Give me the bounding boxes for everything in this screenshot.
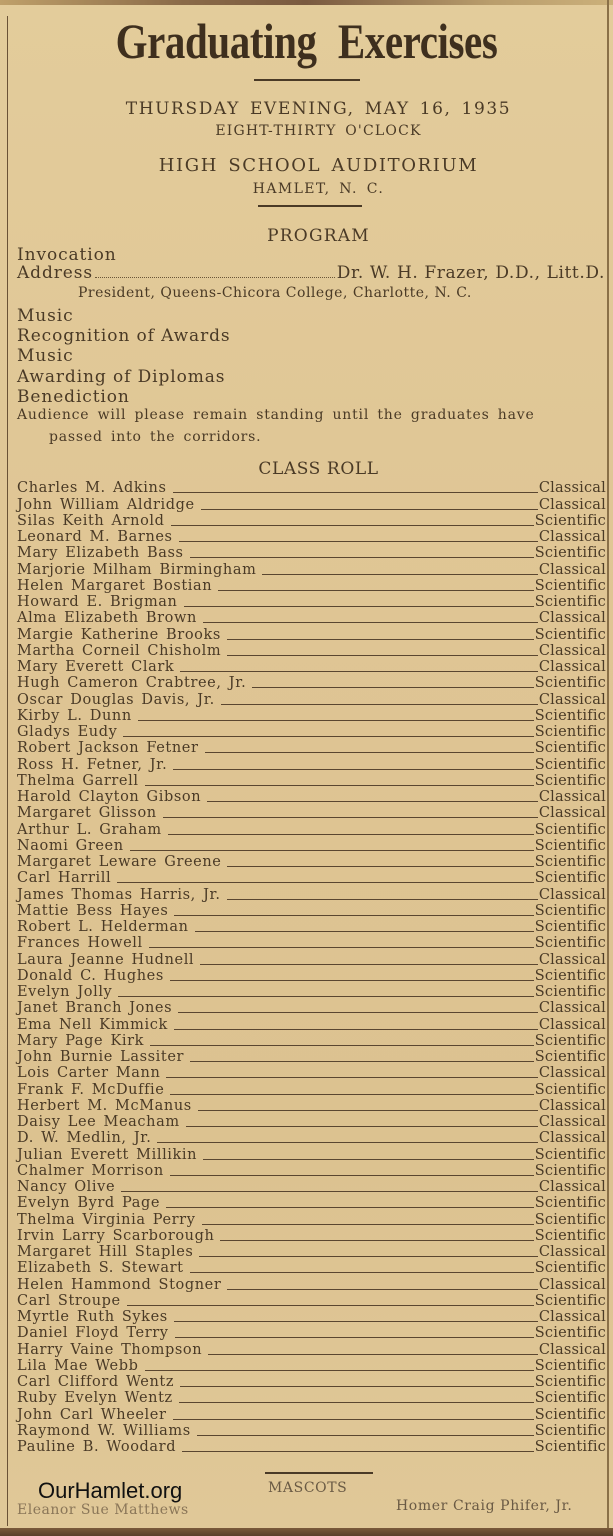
list-item <box>17 1228 606 1244</box>
list-item <box>17 1016 606 1032</box>
list-item <box>17 1439 606 1455</box>
leader-line <box>195 931 534 932</box>
leader-line <box>118 996 533 997</box>
student-name: Robert Jackson Fetner <box>17 740 199 757</box>
program-item-invocation: Invocation <box>17 245 117 265</box>
course-label: Scientific <box>534 512 606 529</box>
leader-line <box>173 1419 534 1420</box>
student-name: John Carl Wheeler <box>17 1406 167 1423</box>
leader-line <box>175 1337 534 1338</box>
course-label: Scientific <box>534 1390 606 1407</box>
list-item <box>17 545 606 561</box>
list-item <box>17 1374 606 1390</box>
course-label: Scientific <box>534 935 606 952</box>
list-item <box>17 968 606 984</box>
leader-line <box>200 964 538 965</box>
leader-line <box>208 1354 538 1355</box>
student-name: Ruby Evelyn Wentz <box>17 1390 173 1407</box>
leader-line <box>145 1370 534 1371</box>
list-item <box>17 496 606 512</box>
student-name: Evelyn Byrd Page <box>17 1195 161 1212</box>
student-name: Elizabeth S. Stewart <box>17 1260 184 1277</box>
student-name: Martha Corneil Chisholm <box>17 642 222 659</box>
list-item <box>17 724 606 740</box>
course-label: Classical <box>538 1065 606 1082</box>
list-item <box>17 773 606 789</box>
leader-line <box>150 1045 534 1046</box>
list-item <box>17 1195 606 1211</box>
leader-line <box>262 574 537 575</box>
leader-line <box>221 704 538 705</box>
student-name: Arthur L. Graham <box>17 821 162 838</box>
mascot-right: Homer Craig Phifer, Jr. <box>396 1498 573 1514</box>
student-name: Margaret Leware Greene <box>17 854 222 870</box>
leader-line <box>190 557 534 558</box>
course-label: Classical <box>538 805 606 822</box>
leader-line <box>149 947 534 948</box>
list-item <box>17 984 606 1000</box>
list-item <box>17 529 606 545</box>
course-label: Scientific <box>534 1032 606 1049</box>
list-item <box>17 1179 606 1195</box>
course-label: Classical <box>538 886 606 903</box>
course-label: Classical <box>538 951 606 968</box>
mascot-left: Eleanor Sue Matthews <box>17 1502 189 1518</box>
event-location: HAMLET, N. C. <box>252 181 385 197</box>
leader-line <box>184 606 534 607</box>
list-item <box>17 675 606 691</box>
student-name: Daniel Floyd Terry <box>17 1325 169 1342</box>
student-name: Laura Jeanne Hudnell <box>17 951 195 968</box>
course-label: Classical <box>538 789 606 805</box>
list-item <box>17 1423 606 1439</box>
event-time: EIGHT-THIRTY O'CLOCK <box>215 123 422 139</box>
leader-line <box>198 1110 538 1111</box>
list-item <box>17 1130 606 1146</box>
list-item <box>17 740 606 756</box>
list-item <box>17 626 606 642</box>
leader-line <box>227 639 534 640</box>
program-item-music: Music <box>17 306 74 326</box>
student-name: Janet Branch Jones <box>17 1000 173 1017</box>
student-name: Evelyn Jolly <box>17 984 113 1000</box>
student-name: Pauline B. Woodard <box>17 1439 177 1455</box>
course-label: Classical <box>538 1309 606 1325</box>
leader-line <box>166 1077 537 1078</box>
leader-line <box>190 1272 534 1273</box>
leader-line <box>227 866 533 867</box>
leader-line <box>218 590 534 591</box>
list-item <box>17 659 606 675</box>
course-label: Scientific <box>534 854 606 870</box>
list-item <box>17 1309 606 1325</box>
student-name: Ross H. Fetner, Jr. <box>17 756 168 773</box>
student-name: Mattie Bess Hayes <box>17 902 169 919</box>
course-label: Scientific <box>534 1374 606 1390</box>
leader-line <box>186 1126 538 1127</box>
list-item <box>17 935 606 951</box>
list-item <box>17 1406 606 1422</box>
list-item <box>17 561 606 577</box>
leader-line <box>174 915 533 916</box>
leader-line <box>173 492 538 493</box>
course-label: Scientific <box>534 1146 606 1163</box>
student-name: Frances Howell <box>17 935 143 952</box>
course-label: Scientific <box>534 1081 606 1098</box>
list-item <box>17 1358 606 1374</box>
course-label: Scientific <box>534 1211 606 1228</box>
student-name: Nancy Olive <box>17 1179 116 1195</box>
course-label: Classical <box>538 529 606 545</box>
leader-line <box>179 1402 534 1403</box>
top-border <box>0 0 613 5</box>
course-label: Scientific <box>534 967 606 984</box>
leader-line <box>127 1305 534 1306</box>
leader-line <box>203 1159 534 1160</box>
course-label: Classical <box>538 1130 606 1147</box>
course-label: Classical <box>538 1276 606 1293</box>
student-name: James Thomas Harris, Jr. <box>17 886 221 903</box>
bottom-border <box>0 1528 613 1536</box>
course-label: Classical <box>538 1097 606 1114</box>
course-label: Scientific <box>534 902 606 919</box>
student-name: Silas Keith Arnold <box>17 512 165 529</box>
leader-line <box>170 980 534 981</box>
leader-line <box>201 509 538 510</box>
list-item <box>17 1260 606 1276</box>
student-name: Ema Nell Kimmick <box>17 1016 168 1033</box>
left-column-rule <box>7 16 8 1526</box>
leader-line <box>138 720 534 721</box>
student-name: Charles M. Adkins <box>17 480 167 497</box>
list-item <box>17 838 606 854</box>
student-name: Leonard M. Barnes <box>17 529 173 545</box>
list-item <box>17 1163 606 1179</box>
course-label: Classical <box>538 1179 606 1195</box>
leader-line <box>205 752 534 753</box>
student-name: Harry Vaine Thompson <box>17 1341 203 1358</box>
program-item-music-2: Music <box>17 346 74 366</box>
leader-line <box>130 850 534 851</box>
dot-leader <box>95 263 335 278</box>
leader-line <box>170 1175 534 1176</box>
list-item <box>17 1341 606 1357</box>
student-name: Raymond W. Williams <box>17 1422 191 1439</box>
list-item <box>17 919 606 935</box>
course-label: Scientific <box>534 1227 606 1244</box>
course-label: Scientific <box>534 821 606 838</box>
student-name: Irvin Larry Scarborough <box>17 1227 215 1244</box>
leader-line <box>157 1142 537 1143</box>
course-label: Classical <box>538 561 606 578</box>
list-item <box>17 1146 606 1162</box>
leader-line <box>180 671 538 672</box>
event-venue: HIGH SCHOOL AUDITORIUM <box>158 155 479 176</box>
audience-note <box>17 404 607 448</box>
course-label: Scientific <box>534 870 606 887</box>
leader-line <box>168 834 534 835</box>
student-name: Mary Elizabeth Bass <box>17 545 184 562</box>
program-item-recognition-of-awards: Recognition of Awards <box>17 326 231 346</box>
list-item <box>17 1211 606 1227</box>
page-title: Graduating Exercises <box>115 13 498 69</box>
course-label: Classical <box>538 659 606 675</box>
list-item <box>17 821 606 837</box>
list-item <box>17 805 606 821</box>
student-name: John Burnie Lassiter <box>17 1049 185 1065</box>
list-item <box>17 1293 606 1309</box>
leader-line <box>252 687 533 688</box>
course-label: Scientific <box>534 1292 606 1309</box>
course-label: Scientific <box>534 707 606 724</box>
course-label: Scientific <box>534 577 606 594</box>
program-item-benediction: Benediction <box>17 387 130 407</box>
leader-line <box>202 1224 534 1225</box>
list-item <box>17 1325 606 1341</box>
course-label: Scientific <box>534 675 606 692</box>
program-heading: PROGRAM <box>267 226 370 246</box>
course-label: Classical <box>538 1244 606 1260</box>
list-item <box>17 1081 606 1097</box>
student-name: Gladys Eudy <box>17 724 118 740</box>
student-name: Helen Hammond Stogner <box>17 1276 222 1293</box>
list-item <box>17 610 606 626</box>
list-item <box>17 1114 606 1130</box>
leader-line <box>227 899 538 900</box>
list-item <box>17 708 606 724</box>
list-item <box>17 951 606 967</box>
program-item-address <box>17 263 605 285</box>
course-label: Scientific <box>534 772 606 789</box>
student-name: Margaret Hill Staples <box>17 1244 194 1260</box>
list-item <box>17 1276 606 1292</box>
class-roll-list <box>17 480 606 1455</box>
leader-line <box>166 1207 534 1208</box>
course-label: Scientific <box>534 837 606 854</box>
list-item <box>17 513 606 529</box>
footer-divider <box>265 1472 373 1474</box>
student-name: Oscar Douglas Davis, Jr. <box>17 691 215 708</box>
class-roll-heading: CLASS ROLL <box>258 459 379 479</box>
list-item <box>17 1033 606 1049</box>
leader-line <box>178 1012 538 1013</box>
leader-line <box>117 882 534 883</box>
course-label: Classical <box>538 1341 606 1358</box>
course-label: Classical <box>538 610 606 627</box>
course-label: Scientific <box>534 1422 606 1439</box>
audience-note-line-1: Audience will please remain standing until the graduates have <box>17 407 535 423</box>
course-label: Scientific <box>534 1195 606 1212</box>
audience-note-line-2: passed into the corridors. <box>49 429 262 445</box>
address-speaker: Dr. W. H. Frazer, D.D., Litt.D. <box>336 263 605 283</box>
list-item <box>17 1049 606 1065</box>
student-name: Alma Elizabeth Brown <box>17 610 197 627</box>
student-name: Kirby L. Dunn <box>17 707 132 724</box>
course-label: Classical <box>538 1114 606 1130</box>
student-name: Julian Everett Millikin <box>17 1146 198 1163</box>
student-name: Thelma Garrell <box>17 772 139 789</box>
leader-line <box>203 622 538 623</box>
list-item <box>17 789 606 805</box>
list-item <box>17 756 606 772</box>
course-label: Scientific <box>534 756 606 773</box>
list-item <box>17 480 606 496</box>
student-name: Carl Harrill <box>17 870 112 887</box>
leader-line <box>171 525 534 526</box>
leader-line <box>220 1240 533 1241</box>
course-label: Scientific <box>534 626 606 643</box>
leader-line <box>145 785 534 786</box>
course-label: Classical <box>538 642 606 659</box>
course-label: Scientific <box>534 1162 606 1179</box>
list-item <box>17 1390 606 1406</box>
leader-line <box>180 1386 534 1387</box>
student-name: Frank F. McDuffie <box>17 1081 165 1098</box>
list-item <box>17 594 606 610</box>
program-item-awarding-of-diplomas: Awarding of Diplomas <box>17 367 226 387</box>
leader-line <box>190 1061 534 1062</box>
list-item <box>17 691 606 707</box>
course-label: Scientific <box>534 1260 606 1277</box>
leader-line <box>174 1029 538 1030</box>
course-label: Scientific <box>534 1049 606 1065</box>
leader-line <box>121 1191 538 1192</box>
leader-line <box>199 1256 537 1257</box>
student-name: Lila Mae Webb <box>17 1357 139 1374</box>
leader-line <box>173 769 533 770</box>
course-label: Scientific <box>534 919 606 935</box>
course-label: Classical <box>538 1000 606 1017</box>
student-name: Howard E. Brigman <box>17 594 178 610</box>
list-item <box>17 854 606 870</box>
course-label: Scientific <box>534 1357 606 1374</box>
student-name: Mary Page Kirk <box>17 1032 145 1049</box>
student-name: Myrtle Ruth Sykes <box>17 1309 168 1325</box>
list-item <box>17 870 606 886</box>
list-item <box>17 903 606 919</box>
student-name: D. W. Medlin, Jr. <box>17 1130 152 1147</box>
leader-line <box>123 736 533 737</box>
student-name: Mary Everett Clark <box>17 659 175 675</box>
course-label: Scientific <box>534 1439 606 1455</box>
leader-line <box>182 1451 534 1452</box>
course-label: Scientific <box>534 1325 606 1342</box>
mascots-heading: MASCOTS <box>268 1480 348 1496</box>
leader-line <box>197 1435 534 1436</box>
course-label: Scientific <box>534 984 606 1000</box>
title-divider <box>254 79 360 81</box>
course-label: Classical <box>538 480 606 497</box>
student-name: Harold Clayton Gibson <box>17 789 202 805</box>
watermark: OurHamlet.org <box>38 1478 183 1503</box>
leader-line <box>174 1321 538 1322</box>
student-name: Margie Katherine Brooks <box>17 626 221 643</box>
student-name: John William Aldridge <box>17 496 195 513</box>
list-item <box>17 1244 606 1260</box>
leader-line <box>207 801 538 802</box>
list-item <box>17 886 606 902</box>
course-label: Scientific <box>534 1406 606 1423</box>
leader-line <box>163 817 538 818</box>
course-label: Scientific <box>534 545 606 562</box>
student-name: Thelma Virginia Perry <box>17 1211 196 1228</box>
leader-line <box>179 541 538 542</box>
list-item <box>17 578 606 594</box>
course-label: Scientific <box>534 594 606 610</box>
student-name: Daisy Lee Meacham <box>17 1114 180 1130</box>
student-name: Margaret Glisson <box>17 805 157 822</box>
student-name: Herbert M. McManus <box>17 1097 192 1114</box>
header-divider <box>258 205 362 207</box>
student-name: Marjorie Milham Birmingham <box>17 561 257 578</box>
event-date: THURSDAY EVENING, MAY 16, 1935 <box>125 99 512 119</box>
student-name: Robert L. Helderman <box>17 919 189 935</box>
course-label: Scientific <box>534 724 606 740</box>
student-name: Helen Margaret Bostian <box>17 577 213 594</box>
course-label: Scientific <box>534 740 606 757</box>
leader-line <box>227 655 538 656</box>
address-label: Address <box>17 263 93 283</box>
course-label: Classical <box>538 1016 606 1033</box>
course-label: Classical <box>538 496 606 513</box>
student-name: Naomi Green <box>17 837 124 854</box>
student-name: Hugh Cameron Crabtree, Jr. <box>17 675 247 692</box>
student-name: Carl Stroupe <box>17 1292 121 1309</box>
list-item <box>17 1098 606 1114</box>
list-item <box>17 643 606 659</box>
leader-line <box>227 1289 538 1290</box>
speaker-title: President, Queens-Chicora College, Charlotte, N. C. <box>78 285 472 301</box>
student-name: Carl Clifford Wentz <box>17 1374 175 1390</box>
leader-line <box>170 1094 533 1095</box>
list-item <box>17 1065 606 1081</box>
student-name: Chalmer Morrison <box>17 1162 164 1179</box>
course-label: Classical <box>538 691 606 708</box>
student-name: Donald C. Hughes <box>17 967 164 984</box>
list-item <box>17 1000 606 1016</box>
student-name: Lois Carter Mann <box>17 1065 161 1082</box>
